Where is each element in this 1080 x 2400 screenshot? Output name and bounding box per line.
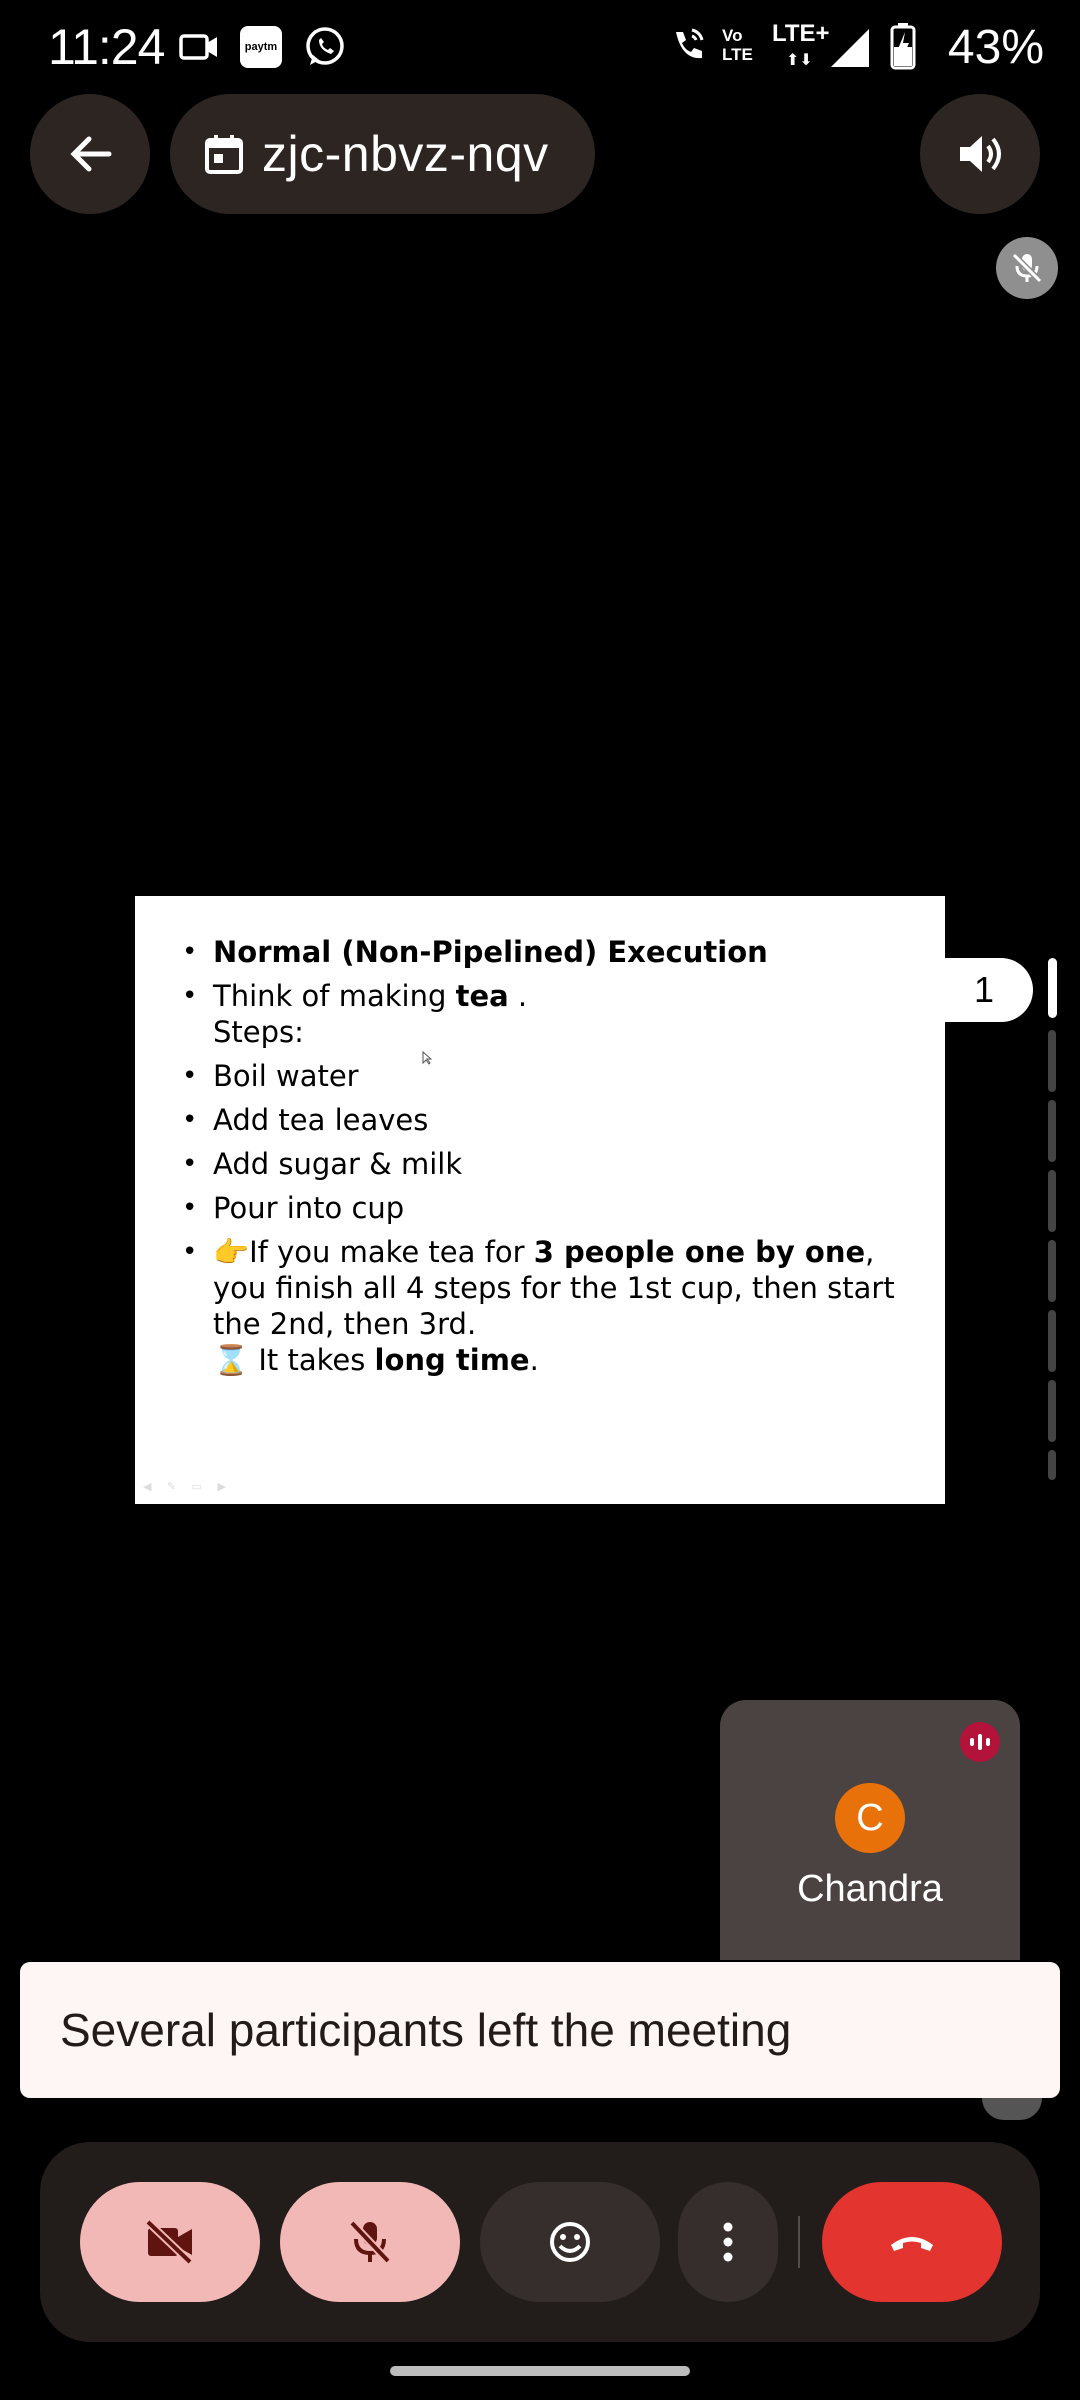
end-call-button[interactable] [822, 2182, 1002, 2302]
calendar-icon [204, 133, 244, 175]
hidden-round-control [982, 2098, 1042, 2120]
battery-percent: 43% [947, 21, 1044, 74]
camera-toggle-button[interactable] [80, 2182, 260, 2302]
intro-bold: tea [455, 979, 509, 1013]
gesture-nav-handle[interactable] [390, 2366, 690, 2376]
audio-output-button[interactable] [920, 94, 1040, 214]
step-item: • Boil water [182, 1058, 912, 1094]
intro-suffix: . [508, 979, 528, 1013]
microphone-toggle-button[interactable] [280, 2182, 460, 2302]
hourglass-icon: ⌛ [213, 1343, 250, 1377]
step-item: • Add sugar & milk [182, 1146, 912, 1182]
slide-intro-item [182, 978, 912, 1050]
data-arrows-icon: ⬆⬇ [786, 52, 813, 69]
pointing-hand-icon: 👉 [213, 1235, 250, 1269]
scroll-track [1048, 1100, 1056, 1162]
scroll-track [1048, 1030, 1056, 1092]
status-time: 11:24 [48, 19, 165, 75]
presenter-muted-indicator [996, 237, 1058, 299]
controls-divider [798, 2216, 800, 2268]
more-options-button[interactable] [678, 2182, 778, 2302]
emoji-icon [548, 2220, 592, 2264]
speaker-icon [955, 129, 1005, 179]
note-prefix: If you make tea for [249, 1235, 534, 1269]
signal-icon [828, 26, 872, 70]
note-suffix: , you finish all 4 steps for the 1st cup, then start the 2nd, then 3rd. [213, 1235, 895, 1341]
paytm-icon [240, 26, 282, 68]
scroll-track [1048, 1240, 1056, 1302]
page-indicator[interactable]: 1 [935, 958, 1033, 1022]
time-suffix: . [529, 1343, 539, 1377]
mic-off-icon [1010, 251, 1044, 285]
note-bold: 3 people one by one [533, 1235, 866, 1269]
meeting-code: zjc-nbvz-nqv [262, 126, 549, 182]
scroll-track [1048, 1380, 1056, 1442]
call-end-icon [887, 2231, 937, 2253]
toast-message: Several participants left the meeting [20, 1962, 1060, 2098]
volte-icon [722, 26, 766, 70]
steps-label: Steps: [213, 1015, 304, 1049]
wifi-calling-icon [666, 24, 710, 68]
intro-prefix: Think of making [213, 979, 456, 1013]
reactions-button[interactable] [480, 2182, 660, 2302]
speaking-indicator-icon [960, 1722, 1000, 1762]
battery-icon [890, 22, 916, 70]
slide-bullet-list [182, 934, 912, 1386]
slide-title: Normal (Non-Pipelined) Execution [213, 935, 768, 969]
meeting-info-pill[interactable] [170, 94, 595, 214]
shared-slide [135, 896, 945, 1504]
slide-note-item [182, 1234, 912, 1378]
step-item: • Add tea leaves [182, 1102, 912, 1138]
paytm-label: paytm [244, 41, 278, 53]
scroll-thumb[interactable] [1048, 958, 1057, 1018]
volte-bottom-label: LTE [722, 45, 753, 64]
volte-top-label: Vo [722, 26, 743, 45]
more-vert-icon [722, 2222, 734, 2262]
step-item: • Pour into cup [182, 1190, 912, 1226]
time-bold: long time [374, 1343, 530, 1377]
whatsapp-icon [302, 24, 348, 70]
scroll-track [1048, 1450, 1056, 1480]
network-type-label: LTE+ [772, 20, 830, 47]
slide-title-item [182, 934, 912, 970]
slide-toolbar-icons: ◀ ✎ ▭ ▶ [143, 1480, 233, 1493]
mic-off-icon [348, 2219, 392, 2265]
time-prefix: It takes [249, 1343, 375, 1377]
back-button[interactable] [30, 94, 150, 214]
scroll-track [1048, 1170, 1056, 1232]
mouse-cursor-icon [422, 1050, 432, 1064]
scroll-track [1048, 1310, 1056, 1372]
arrow-back-icon [67, 131, 113, 177]
video-camera-icon [178, 30, 220, 64]
avatar: C [835, 1783, 905, 1853]
video-off-icon [145, 2220, 195, 2264]
participant-name: Chandra [797, 1868, 943, 1910]
